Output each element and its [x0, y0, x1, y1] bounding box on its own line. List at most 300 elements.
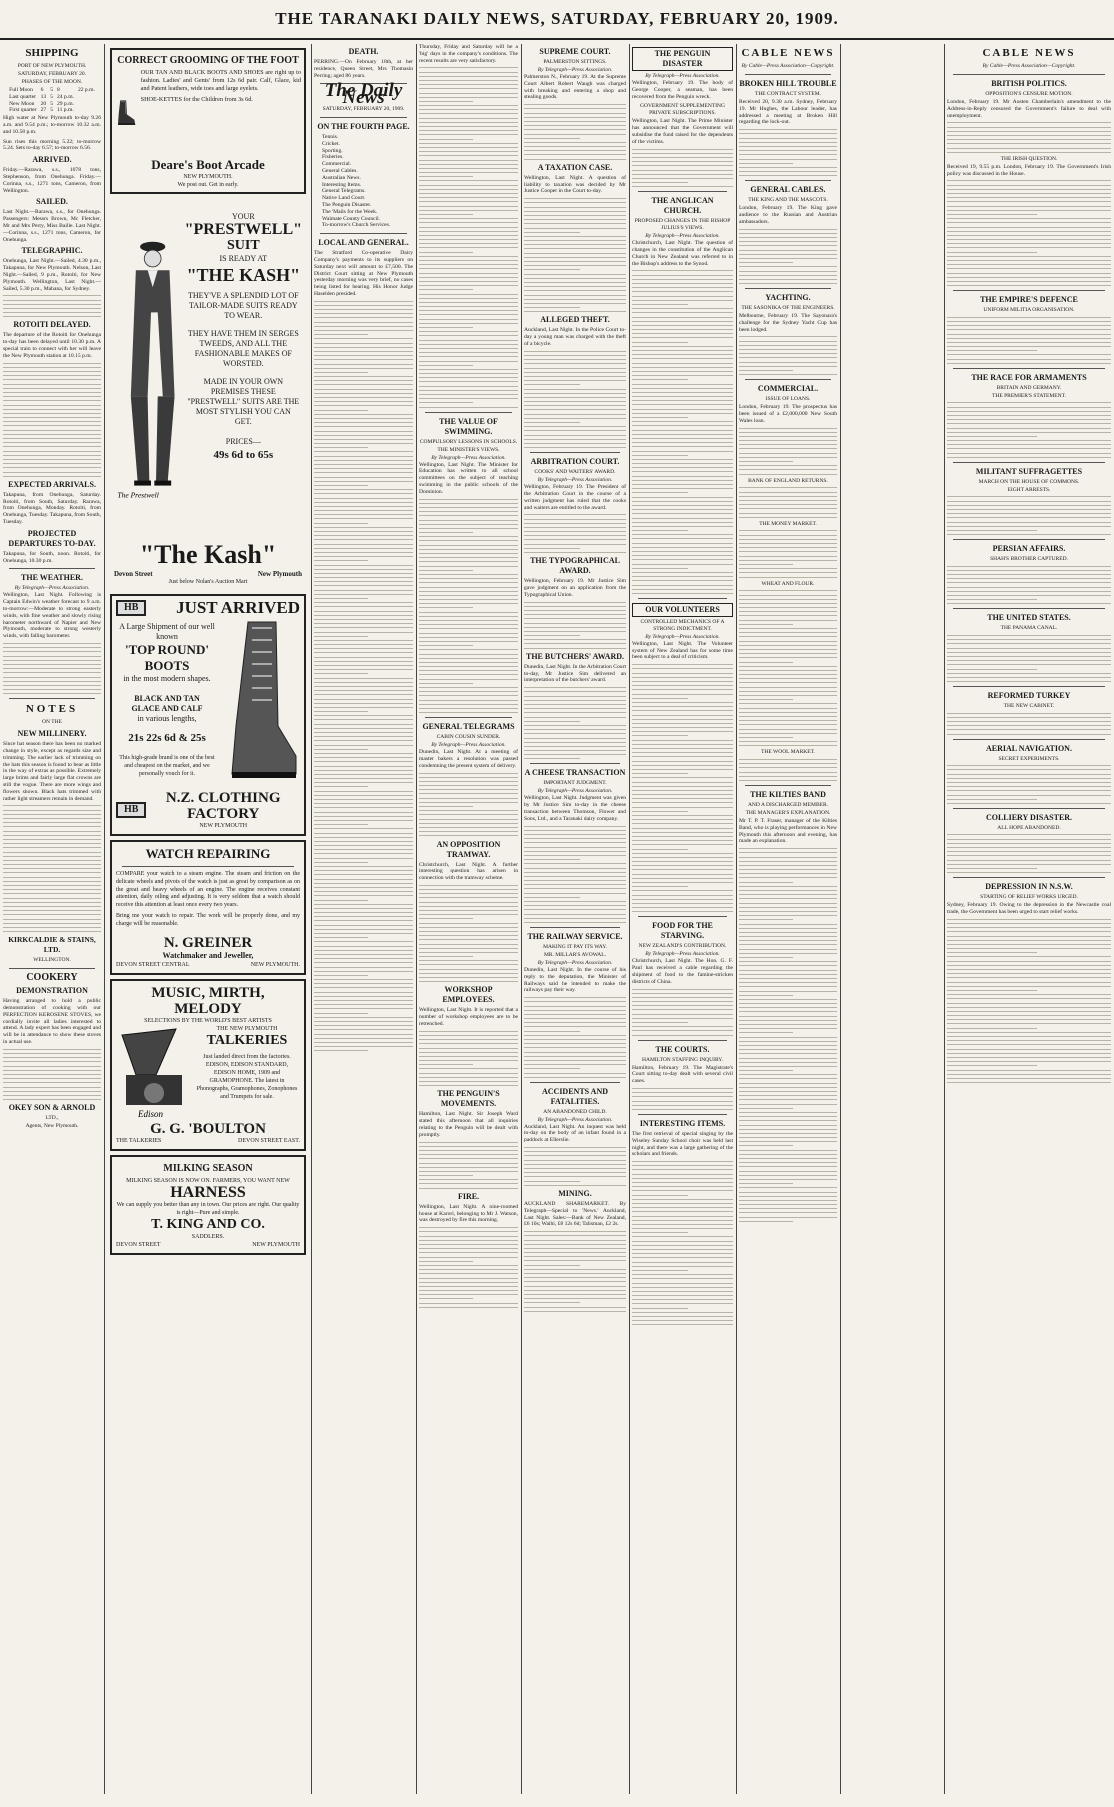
king-name: T. KING AND CO. [151, 1216, 265, 1232]
railway-sub-2: MR. MILLAR'S AVOWAL. [543, 951, 606, 958]
talkeries-left: THE TALKERIES [116, 1137, 162, 1144]
divider [638, 1114, 727, 1115]
watch-text: COMPARE your watch to a steam engine. The steam and friction on the delicate wheels and pivots of the watch is just as great by comparison as on the great and heavy wheels of an engine. The engine receives constant attention, daily oiling and adjusting. It is very seldom that a watch should receive this attention at least once every two years. [116, 871, 300, 909]
persian-sub: SHAH'S BROTHER CAPTURED. [990, 556, 1068, 563]
text-block [947, 402, 1111, 457]
cookery-heading: COOKERY [26, 972, 78, 984]
cheese-heading: A CHEESE TRANSACTION [524, 768, 626, 778]
text-block [419, 67, 518, 407]
grooming-text: OUR TAN AND BLACK BOOTS AND SHOES are right up to fashion. Ladies' and Gents' from 12s 6d pair. Calf, Glace, kid and Patent leathers, wide toes and large eyelets. [140, 69, 301, 92]
paper-nameplate: The Daily News [324, 80, 403, 109]
cookery-subheading: DEMONSTRATION [16, 986, 88, 996]
kilties-sub-2: THE MANAGER'S EXPLANATION. [745, 809, 831, 816]
kash-prestwell: "PRESTWELL" [184, 221, 302, 238]
contents-item: Commercial. [322, 161, 352, 168]
moon-phase: Full Moon [9, 87, 33, 93]
text-block [524, 198, 626, 312]
cable-news-heading: CABLE NEWS [741, 47, 835, 59]
greiner-trade: Watchmaker and Jeweller, [162, 950, 254, 960]
divider [320, 117, 407, 118]
courts-heading: THE COURTS. [655, 1044, 710, 1054]
moon-hour: 5 [50, 107, 53, 114]
divider [122, 866, 294, 867]
text-block [524, 1231, 626, 1312]
column-news-2 [632, 44, 733, 1794]
arrived-text: Friday.—Rarawa, s.s., 1078 tons, Stephenson, from Onehunga. Friday.—Corinna, s.s., 1271 tons, Cameron, from Wellington. [3, 167, 101, 194]
volunteers-byline: By Telegraph—Press Association. [645, 633, 720, 640]
contents-item: The Penguin Disaster. [322, 201, 372, 208]
contract-sub: THE CONTRACT SYSTEM. [754, 91, 822, 97]
moon-day: 13 [40, 93, 47, 100]
cookery-text: Having arranged to hold a public demonstration of cooking with our PERFECTION KEROSENE STOVES, we cordially invite all ladies interested to attend. A lady expert has been engaged and will be in attendance to show these stoves in actual use. [3, 998, 101, 1046]
moon-phase: First quarter [9, 107, 37, 114]
moon-day: 20 [40, 100, 47, 107]
talkeries-text: Just landed direct from the factories. EDISON, EDISON STANDARD, EDISON HOME, 1909 and GRAMOPHONE. The latest in Phonographs, Gramophones, Zonophones and Trumpets for sale. [196, 1053, 298, 1100]
commercial-heading: COMMERCIAL. [757, 384, 819, 394]
british-sub: OPPOSITION'S CENSURE MOTION. [985, 91, 1073, 97]
cheese-text: Wellington, Last Night. Judgment was given by Mr Justice Sim to-day in the cheese transaction between Thomson, Flower and Sons, Ltd., and a Taranaki dairy company. [524, 795, 626, 822]
text-block [524, 1147, 626, 1186]
moon-table [7, 87, 97, 114]
king-address [116, 1241, 300, 1249]
grooming-copy [141, 69, 301, 107]
column-divider [416, 44, 417, 1794]
text-block [947, 919, 1111, 1083]
palmerston-sub: PALMERSTON SITTINGS. [543, 59, 607, 65]
column-news-1 [419, 44, 518, 1794]
usa-heading: THE UNITED STATES. [987, 613, 1071, 623]
race-heading: THE RACE FOR ARMAMENTS [971, 372, 1087, 382]
moon-time: 22 p.m. [77, 87, 95, 93]
intro-text: Thursday, Friday and Saturday will be a 'big' days in the company's conditions. The recent results are very satisfactory. [419, 44, 518, 64]
talkeries-pre: THE NEW PLYMOUTH [216, 1025, 278, 1032]
text-block [3, 643, 101, 694]
loans-sub: ISSUE OF LOANS. [765, 396, 811, 403]
text-block [739, 487, 837, 517]
okey-name: OKEY SON & ARNOLD [8, 1103, 96, 1113]
colours-text: BLACK AND TAN [134, 694, 200, 703]
text-block [739, 759, 837, 781]
swimming-heading: THE VALUE OF SWIMMING. [439, 416, 498, 436]
text-block [739, 229, 837, 284]
telegraphic-text: Onehunga, Last Night.—Sailed, 4.30 p.m., Takapuna, for New Plymouth. Nelson, Last Night.—Sailed, 9 p.m., Rotoiti, for New Plymouth. Wellington, Last Night.—Sailed, 5.30 p.m., Mahana, for Sydney. [3, 258, 101, 292]
cable-news-heading: CABLE NEWS [982, 47, 1076, 59]
divider [745, 288, 831, 289]
clothing-factory-advert [110, 594, 306, 836]
text-block [739, 428, 837, 475]
text-block [947, 317, 1111, 364]
contents-item: General Telegrams. [322, 188, 366, 195]
column-divider [944, 44, 945, 1794]
kash-prices: 49s 6d to 65s [213, 449, 274, 461]
kilties-sub: AND A DISCHARGED MEMBER. [747, 801, 829, 808]
empire-sub: UNIFORM MILITIA ORGANISATION. [983, 307, 1075, 314]
arbitration-heading: ARBITRATION COURT. [530, 457, 620, 467]
moon-row [7, 107, 97, 114]
kash-location: Just below Nolan's Auction Mart [168, 579, 248, 585]
moon-row [7, 87, 97, 94]
arbitration-byline: By Telegraph—Press Association. [537, 477, 613, 484]
factory-place: NEW PLYMOUTH [199, 823, 248, 829]
boot-illustration-icon [115, 75, 137, 151]
cheese-byline: By Telegraph—Press Association. [537, 788, 613, 795]
text-block [739, 129, 837, 176]
man-in-suit-illustration-icon [114, 202, 185, 532]
aerial-heading: AERIAL NAVIGATION. [986, 743, 1072, 753]
text-block [419, 773, 518, 837]
rotoiti-text: The departure of the Rotoiti for Onehunga to-day has been delayed until 10.30 p.m. A special train to connect with her will leave the New Plymouth station at 10.15 p.m. [3, 332, 101, 359]
contents-item: The 'Mails for the Week. [322, 208, 378, 215]
boots-copy [116, 616, 218, 786]
talkeries-right: DEVON STREET EAST. [238, 1137, 300, 1144]
accidents-text: Auckland, Last Night. An inquest was held to-day on the body of an infant found in a paddock at Ellerslie. [524, 1123, 626, 1144]
divider [953, 686, 1105, 687]
greiner-address [116, 961, 300, 969]
wool-sub: THE WOOL MARKET. [761, 749, 815, 756]
text-block [739, 336, 837, 375]
local-text: The Stratford Co-operative Dairy Company's payments to its suppliers on Saturday next will amount to £7,500. The District Court sitting at New Plymouth yesterday morning was very brief, no cases being listed for hearing. His Honor Judge Haselden presided. [314, 250, 413, 297]
text-block [739, 848, 837, 1222]
contents-item: Cricket. [322, 140, 340, 147]
greiner-street: DEVON STREET CENTRAL [116, 961, 190, 968]
text-block [947, 496, 1111, 535]
divider [745, 785, 831, 786]
swimming-sub-2: THE MINISTER'S VIEWS. [437, 446, 500, 453]
swimming-text: Wellington, Last Night. The Minister for Education has written to all school committees on the subject of teaching swimming in the public schools of the Dominion. [419, 461, 518, 495]
edison-label: Edison [138, 1108, 164, 1119]
boulton-name: G. G. 'BOULTON [150, 1120, 266, 1137]
railway-byline: By Telegraph—Press Association. [537, 959, 613, 966]
broken-hill-text: Received 20, 9.30 a.m. Sydney, February 19. Mr Hughes, the Labour leader, has addressed a meeting at Broken Hill regarding the lock-out. [739, 99, 837, 126]
king-advert [110, 1155, 306, 1255]
okey-agents: Agents, New Plymouth. [25, 1123, 79, 1130]
kash-advert [110, 198, 306, 590]
kash-body [114, 202, 302, 532]
divider [530, 763, 620, 764]
supreme-heading: SUPREME COURT. [539, 47, 611, 56]
greiner-advert [110, 840, 306, 975]
column-divider [736, 44, 737, 1794]
opposition-heading: AN OPPOSITION TRAMWAY. [436, 839, 501, 859]
text-block [419, 1142, 518, 1189]
anglican-heading: THE ANGLICAN CHURCH. [651, 196, 714, 216]
text-block [947, 122, 1111, 152]
phonograph-illustration-icon [116, 1025, 194, 1121]
british-text: London, February 19. Mr Austen Chamberlain's amendment to the Address-in-Reply censured the Government's failure to deal with unemployment. [947, 99, 1111, 119]
text-block [419, 499, 518, 714]
moon-row [7, 101, 97, 108]
suffragettes-sub-2: EIGHT ARRESTS. [1007, 486, 1051, 493]
top-round-heading: 'TOP ROUND' BOOTS [125, 642, 209, 673]
kash-text-1: THEY'VE A SPLENDID LOT OF TAILOR-MADE SUITS READY TO WEAR. [188, 291, 299, 320]
text-block [524, 687, 626, 759]
king-trade: SADDLERS. [191, 1233, 225, 1240]
courts-text: Hamilton, February 19. The Magistrate's Court sitting to-day dealt with several civil cases. [632, 1064, 733, 1085]
weather-heading: THE WEATHER. [21, 573, 83, 583]
bank-sub: BANK OF ENGLAND RETURNS. [748, 477, 828, 484]
sun-text: Sun rises this morning 5.22; to-morrow 5.24. Sets to-day 6.57; to-morrow 6.56. [3, 138, 101, 152]
king-sub: THE KING AND THE MASCOTS. [748, 197, 828, 204]
talkeries-address [116, 1137, 300, 1145]
workshop-text: Wellington, Last Night. It is reported that a number of workshop employees are to be retrenched. [419, 1007, 518, 1027]
empire-heading: THE EMPIRE'S DEFENCE [980, 295, 1078, 305]
text-block [632, 149, 733, 188]
millinery-text: Since hat season there has been no marked change in style, except as regards size and trimming. The earlier lack of trimming on the hats this season is found to bear as little in the way of extras as possible. Extremely large brims and fairly large flat crowns are still the vogue. There are more wings and flowers shown. Black hats trimmed with rather light streamers remain in demand. [3, 741, 101, 802]
music-heading: MUSIC, MIRTH, MELODY [151, 984, 265, 1017]
suffragettes-heading: MILITANT SUFFRAGETTES [975, 466, 1083, 476]
divider [953, 608, 1105, 609]
kash-text-3: MADE IN YOUR OWN PREMISES THESE "PRESTWELL" SUITS ARE THE MOST STYLISH YOU CAN GET. [187, 377, 300, 426]
race-sub: BRITAIN AND GERMANY. [996, 384, 1062, 391]
grooming-heading: CORRECT GROOMING OF THE FOOT [117, 55, 299, 66]
taxation-heading: A TAXATION CASE. [537, 162, 613, 172]
millinery-heading: NEW MILLINERY. [17, 729, 87, 739]
shipment-text: A Large Shipment of our well known [119, 622, 215, 641]
factory-footer [116, 790, 300, 830]
cabin-sub: CABIN COUSIN SUNDER. [436, 734, 501, 741]
depression-text: Sydney, February 19. Owing to the depression in the Newcastle coal trade, the Government has been urged to start relief works. [947, 902, 1111, 915]
kash-town: New Plymouth [257, 570, 302, 578]
text-block [632, 1161, 733, 1325]
food-heading: FOOD FOR THE STARVING. [652, 921, 713, 941]
boots-body [116, 616, 300, 786]
text-block [524, 602, 626, 649]
text-block [419, 1031, 518, 1086]
volunteers-text: Wellington, Last Night. The Volunteer system of New Zealand has for some time been subject to a deal of criticism. [632, 640, 733, 661]
moon-hour: 5 [50, 93, 53, 100]
text-block [632, 1088, 733, 1110]
volunteers-sub: CONTROLLED MECHANICS OF A STRONG INDICTMENT. [640, 618, 725, 632]
colliery-heading: COLLIERY DISASTER. [985, 812, 1073, 822]
kilties-text: Mr T. P. T. Fraser, manager of the Kilties Band, who is playing performances in New Plymouth this afternoon and evening, has made an explanation. [739, 817, 837, 845]
king-text: London, February 19. The King gave audience to the Russian and Austrian ambassadors. [739, 205, 837, 225]
greiner-name: N. GREINER [163, 934, 253, 951]
text-block [524, 104, 626, 159]
text-block [419, 1227, 518, 1308]
fire-heading: FIRE. [457, 1191, 480, 1201]
text-block [739, 590, 837, 746]
prestwell-tag: The Prestwell [117, 490, 159, 500]
factory-name: N.Z. CLOTHING FACTORY [165, 790, 281, 822]
divider [9, 968, 95, 969]
column-divider [840, 44, 841, 1794]
kash-prices-label: PRICES— [225, 437, 261, 446]
expected-heading: EXPECTED ARRIVALS. [8, 479, 96, 489]
king-street: DEVON STREET [116, 1241, 161, 1248]
contents-item: General Cables. [322, 167, 358, 174]
column-divider [311, 44, 312, 1794]
deare-advert [110, 48, 306, 194]
factory-name-block [146, 790, 300, 830]
death-text: PERRING.—On February 18th, at her residence, Queen Street, Mrs Thomasin Perring; aged 86 years. [314, 59, 413, 79]
column-divider [104, 44, 105, 1794]
kash-street: Devon Street [114, 570, 153, 578]
divider [9, 698, 95, 699]
kirkcaldie-name: KIRKCALDIE & STAINS, LTD. [8, 935, 96, 955]
deare-name: Deare's Boot Arcade [151, 157, 265, 172]
divider [953, 74, 1105, 75]
arbitration-sub: COOKS' AND WAITERS' AWARD. [534, 469, 616, 476]
text-block [3, 295, 101, 317]
arbitration-text: Wellington, February 19. The President of the Arbitration Court in the course of a written judgment has ruled that the cooks and waiters are entitled to the award. [524, 484, 626, 511]
text-block [524, 997, 626, 1078]
divider [638, 1040, 727, 1041]
contents-list [314, 134, 413, 229]
taxation-text: Wellington, Last Night. A question of liability to taxation was decided by Mr Justice Cooper in the Court to-day. [524, 174, 626, 195]
masthead: THE TARANAKI DAILY NEWS, SATURDAY, FEBRUARY 20, 1909. [275, 9, 839, 28]
supreme-text: Palmerston N., February 19. At the Supreme Court Albert Robert Waugh was charged with breaking and entering a shop and stealing goods. [524, 74, 626, 101]
colliery-sub: ALL HOPE ABANDONED. [997, 824, 1061, 831]
moon-time: 11 p.m. [57, 107, 74, 114]
yachting-heading: YACHTING. [765, 293, 811, 303]
divider [530, 452, 620, 453]
divider [425, 717, 512, 718]
moon-day: 6 [40, 87, 44, 93]
text-block [947, 834, 1111, 873]
grooming-body [115, 69, 301, 157]
kash-text-2: THEY HAVE THEM IN SERGES TWEEDS, AND ALL THE FASHIONABLE MAKES OF WORSTED. [187, 329, 299, 368]
text-block [632, 989, 733, 1036]
sailed-text: Last Night.—Rarawa, s.s., for Onehunga. Passengers: Messrs Brown, Mc Fletcher, Mr and Mrs Perry, Miss Baille. Last Night.—Corinna, s.s., 1271 tons, Cameron, for Onehunga. [3, 209, 101, 243]
depression-heading: DEPRESSION IN N.S.W. [985, 882, 1073, 892]
king-town: NEW PLYMOUTH [252, 1241, 300, 1248]
widths-text: in various lengths, [137, 714, 197, 723]
accidents-heading: ACCIDENTS AND FATALITIES. [541, 1086, 608, 1106]
moon-time: 29 p.m. [57, 100, 74, 107]
harness-heading: HARNESS [170, 1183, 246, 1201]
contents-item: Tennis. [322, 133, 339, 140]
column-ads [107, 44, 309, 1794]
okey-ltd: LTD., [45, 1115, 59, 1122]
suffragettes-sub: MARCH ON THE HOUSE OF COMMONS. [978, 478, 1080, 485]
tide-text: High water at New Plymouth to-day 9.26 a.m. and 9.54 p.m.; to-morrow 10.32 a.m. and 10.58 p.m. [3, 115, 101, 135]
mining-text: AUCKLAND SHAREMARKET. By Telegraph—Special to 'News.' Auckland, Last Night. Sales:—Bank of New Zealand, £6 10s; Waihi, £8 12s 6d; Talisman, £2 2s. [524, 1200, 626, 1228]
telegraphic-heading: TELEGRAPHIC. [21, 246, 83, 256]
divider [638, 598, 727, 599]
panama-sub: THE PANAMA CANAL. [1000, 625, 1058, 632]
text-block [947, 713, 1111, 735]
general-cables-heading: GENERAL CABLES. [750, 185, 826, 195]
courts-sub: HAMILTON STAFFING INQUIRY. [642, 1056, 723, 1063]
kash-address [114, 570, 302, 578]
contents-item: Australian News. [322, 174, 361, 181]
talkeries-heading: TALKERIES [206, 1032, 288, 1048]
moon-hour: 5 [50, 100, 53, 107]
column-cables-2 [947, 44, 1111, 1794]
sailed-heading: SAILED. [36, 197, 68, 207]
hb-logo-icon: HB [116, 600, 146, 616]
opposition-text: Christchurch, Last Night. A further interesting question has arisen in connection with the tramway scheme. [419, 861, 518, 882]
penguin-text: Wellington, February 19. The body of George Cooper, a seaman, has been recovered from the Penguin wreck. [632, 80, 733, 100]
divider [953, 462, 1105, 463]
general-text: Dunedin, Last Night. At a meeting of master bakers a resolution was passed condemning the present system of delivery. [419, 749, 518, 769]
just-arrived-heading: JUST ARRIVED [176, 598, 300, 617]
irish-sub: THE IRISH QUESTION. [1000, 155, 1058, 162]
notes-heading: NOTES [25, 703, 79, 716]
contents-item: Waimate County Council. [322, 215, 381, 222]
kash-ready: IS READY AT [219, 254, 268, 263]
boot-prices: 21s 22s 6d & 25s [128, 732, 206, 744]
modern-text: in the most modern shapes. [123, 674, 211, 683]
column-courts [524, 44, 626, 1794]
divider [638, 916, 727, 917]
swimming-byline: By Telegraph—Press Association. [431, 454, 506, 461]
weather-text: Wellington, Last Night. Following is Captain Edwin's weather forecast to 9 a.m. to-morrow:—Moderate to strong easterly winds, with fine weather and slowly rising barometer northward of Napier and New Plymouth, moderate to strong westerly winds, with falling barometer. [3, 592, 101, 640]
grade-text: This high-grade brand is one of the best and cheapest on the market, and we personally vouch for it. [119, 755, 215, 777]
contents-item: To-morrow's Church Services. [322, 222, 391, 229]
text-block [3, 363, 101, 477]
divider [953, 290, 1105, 291]
moon-min: 8 [57, 87, 60, 93]
volunteers-heading: OUR VOLUNTEERS [632, 603, 733, 617]
moon-hour: 5 [50, 87, 53, 93]
arrived-header [116, 600, 300, 616]
divider [745, 180, 831, 181]
column-cables-1 [739, 44, 837, 1794]
text-block [947, 635, 1111, 682]
typographical-text: Wellington, February 19. Mr Justice Sim gave judgment on an application from the Typographical Union. [524, 578, 626, 598]
divider [745, 379, 831, 380]
text-block [3, 805, 101, 932]
compensation-text: Wellington, Last Night. The Prime Minister has announced that the Government will subsidise the fund raised for the dependents of the victims. [632, 118, 733, 145]
divider [530, 1082, 620, 1083]
text-block [947, 765, 1111, 804]
text-block [524, 826, 626, 923]
commercial-text: London, February 19. The prospectus has been issued of a £2,000,000 New South Wales loan. [739, 404, 837, 424]
moon-day: 27 [40, 107, 47, 114]
yachting-sub: THE SASONIKA OF THE ENGINEERS. [741, 305, 835, 312]
kash-heading: "THE KASH" [186, 265, 301, 285]
anglican-byline: By Telegraph—Press Association. [645, 233, 720, 240]
money-sub: THE MONEY MARKET. [759, 520, 817, 527]
local-heading: LOCAL AND GENERAL. [318, 238, 409, 248]
contents-item: Sporting. [322, 147, 343, 154]
butchers-text: Dunedin, Last Night. In the Arbitration Court to-day, Mr Justice Sim delivered an interpretation of the butchers' award. [524, 663, 626, 684]
british-heading: BRITISH POLITICS. [991, 79, 1067, 88]
workshop-heading: WORKSHOP EMPLOYEES. [442, 985, 495, 1005]
watch-heading: WATCH REPAIRING [145, 846, 271, 861]
weather-byline: By Telegraph—Press Association. [14, 585, 90, 592]
alleged-heading: ALLEGED THEFT. [540, 315, 610, 325]
interesting-heading: INTERESTING ITEMS. [639, 1118, 726, 1128]
compensation-sub: GOVERNMENT SUPPLEMENTING PRIVATE SUBSCRIPTIONS. [640, 103, 725, 117]
anglican-sub: PROPOSED CHANGES IN THE BISHOP JULIUS'S VIEWS. [634, 218, 731, 232]
railway-sub: MAKING IT PAY ITS WAY. [543, 943, 607, 950]
wheat-sub: WHEAT AND FLOUR. [761, 580, 815, 587]
mining-heading: MINING. [558, 1188, 592, 1198]
divider [638, 191, 727, 192]
moon-heading: PHASES OF THE MOON. [21, 79, 83, 85]
shipping-heading: SHIPPING [25, 47, 79, 59]
divider [953, 368, 1105, 369]
divider [953, 877, 1105, 878]
supreme-byline: By Telegraph—Press Association. [537, 67, 613, 73]
kash-copy [185, 202, 302, 532]
food-text: Christchurch, Last Night. The Hon. G. F. Paul has received a cable regarding the shipment of food to the famine-stricken districts of China. [632, 958, 733, 985]
swimming-sub: COMPULSORY LESSONS IN SCHOOLS. [419, 438, 518, 445]
text-block [419, 885, 518, 982]
projected-heading: PROJECTED DEPARTURES TO-DAY. [8, 528, 96, 548]
death-heading: DEATH. [348, 47, 379, 56]
broken-hill-heading: BROKEN HILL TROUBLE [739, 79, 837, 88]
contents-item: Native Land Court. [322, 195, 366, 202]
notes-on: ON THE [42, 719, 62, 726]
hb-logo-icon: HB [116, 802, 146, 818]
contents-item: Interesting Items. [322, 181, 362, 188]
deare-slogan: We post out. Get in early. [177, 182, 239, 188]
irish-text: Received 19, 9.55 p.m. London, February 19. The Government's Irish policy was discussed in the House. [947, 163, 1111, 177]
milking-heading: MILKING SEASON [163, 1162, 253, 1174]
